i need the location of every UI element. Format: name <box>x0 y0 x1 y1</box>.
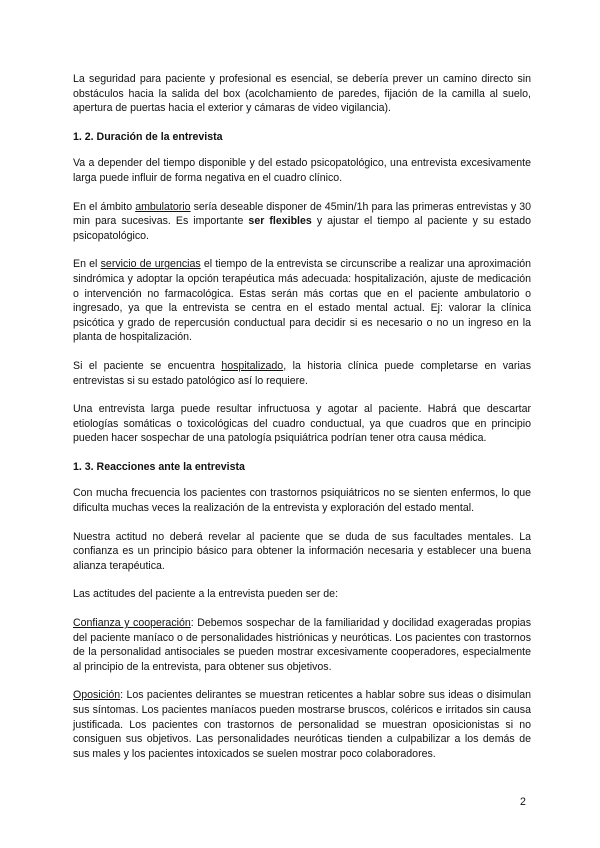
paragraph-oposicion <box>73 688 531 761</box>
page-number: 2 <box>520 796 526 808</box>
underlined-term-confianza: Confianza y cooperación <box>73 617 191 630</box>
underlined-term-hospitalizado: hospitalizado <box>221 359 284 372</box>
paragraph-ambulatorio <box>73 200 531 244</box>
text-segment: En el <box>73 258 101 271</box>
text-segment: Si el paciente se encuentra <box>73 359 222 372</box>
text-segment: En el ámbito <box>73 200 136 213</box>
paragraph-entrevista-larga: Una entrevista larga puede resultar infructuosa y agotar al paciente. Habrá que descartar etiologías somáticas o toxicológicas del cuadro conductual, ya que cuadros que en principio pueden hacer sospechar de una patología psiquiátrica podrían tener otra causa médica. <box>73 403 531 445</box>
text-segment: sería deseable disponer de 45min/1h para las primeras entrevistas y 30 min para sucesivas. Es importante <box>73 200 531 228</box>
intro-paragraph: La seguridad para paciente y profesional es esencial, se debería prever un camino directo sin obstáculos hacia la salida del box (acolchamiento de paredes, fijación de la camilla al suelo, apertura de puertas hacia el exterior y cámaras de video vigilancia). <box>73 73 531 115</box>
paragraph-hospitalizado <box>73 359 531 388</box>
underlined-term-ambulatorio: ambulatorio <box>135 200 191 213</box>
text-segment: y ajustar el tiempo al paciente y su estado psicopatológico. <box>73 215 531 242</box>
text-segment: , la historia clínica puede completarse en varias entrevistas si su estado patológico así lo requiere. <box>73 359 531 387</box>
bold-term-ser-flexibles: ser flexibles <box>248 215 312 228</box>
underlined-term-urgencias: servicio de urgencias <box>100 258 201 271</box>
paragraph-actitudes: Las actitudes del paciente a la entrevista pueden ser de: <box>73 588 339 601</box>
section-title-duracion: 1. 2. Duración de la entrevista <box>73 130 223 143</box>
underlined-term-oposicion: Oposición <box>73 689 121 702</box>
paragraph-reacciones-2: Nuestra actitud no deberá revelar al paciente que se duda de sus facultades mentales. La confianza es un principio básico para obtener la información necesaria y establecer una buena alianza terapéutica. <box>73 530 531 572</box>
paragraph-confianza <box>73 616 531 674</box>
paragraph-reacciones-1: Con mucha frecuencia los pacientes con trastornos psiquiátricos no se sienten enfermos, lo que dificulta muchas veces la realización de la entrevista y exploración del estado mental. <box>73 487 531 515</box>
text-segment: : Los pacientes delirantes se muestran reticentes a hablar sobre sus ideas o disimulan sus síntomas. Los pacientes maníacos pueden mostrarse bruscos, coléricos e irritados sin causa justificada. Los pacientes con trastornos de personalidad se muestran oposicionistas si no consiguen sus objetivos. Las personalidades neuróticas tienden a culpabilizar a los demás de sus males y los pacientes intoxicados se suelen mostrar poco colaboradores. <box>73 689 531 760</box>
text-segment: el tiempo de la entrevista se circunscribe a realizar una aproximación sindrómica y adoptar la opción terapéutica más adecuada: hospitalización, ajuste de medicación o intervención no farmacológica. Estas serán más cortas que en el paciente ambulatorio o ingresado, ya que la entrevista se centra en el estado mental actual. Ej: valorar la clínica psicótica y grado de repercusión conductual para decidir si es necesario o no un ingreso en la planta de hospitalización. <box>73 258 531 344</box>
paragraph-urgencias <box>73 257 531 345</box>
text-segment: : Debemos sospechar de la familiaridad y docilidad exageradas propias del paciente maníaco o de personalidades histriónicas y neuróticas. Los pacientes con trastornos de la personalidad antisociales se pueden mostrar excesivamente cooperadores, especialmente al principio de la entrevista, para obtener sus objetivos. <box>73 617 531 673</box>
paragraph-duracion-1: Va a depender del tiempo disponible y del estado psicopatológico, una entrevista excesivamente larga puede influir de forma negativa en el cuadro clínico. <box>73 157 531 184</box>
section-title-reacciones: 1. 3. Reacciones ante la entrevista <box>73 460 245 473</box>
document-page <box>73 72 531 761</box>
